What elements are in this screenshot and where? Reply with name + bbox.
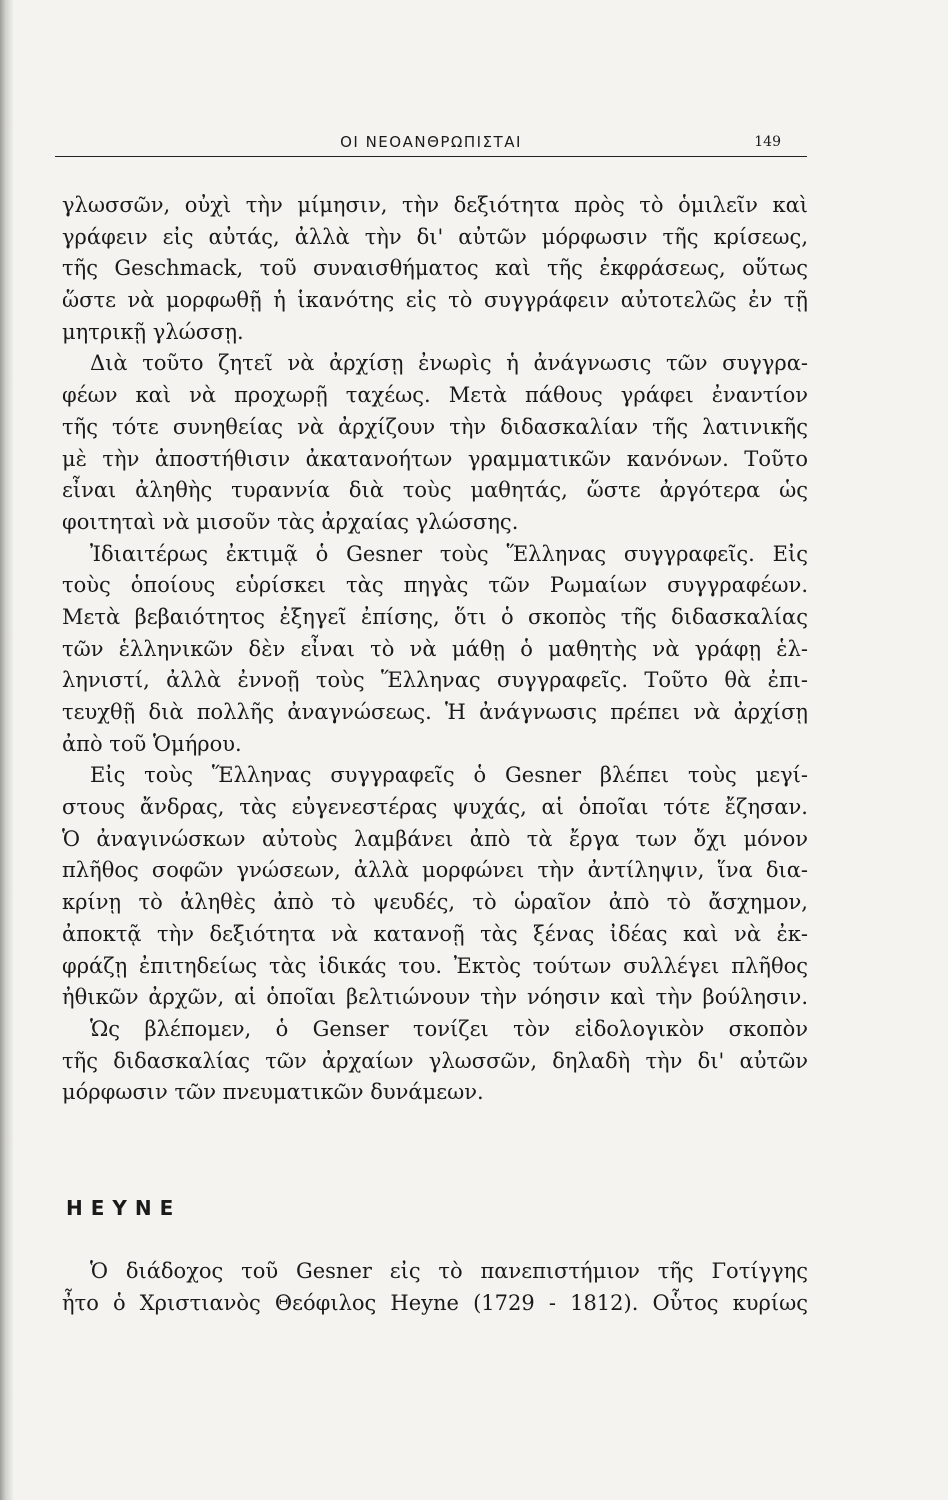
text-line: ἀπὸ τοῦ Ὁμήρου.	[62, 731, 242, 756]
text-line: τευχθῇ διὰ πολλῆς ἀναγνώσεως. Ἡ ἀνάγνωσις πρέπει νὰ ἀρχίσῃ	[62, 700, 808, 724]
text-line: φράζῃ ἐπιτηδείως τὰς ἰδικάς του. Ἐκτὸς τούτων συλλέγει πλῆθος	[62, 953, 808, 978]
section-text	[62, 1256, 808, 1319]
text-line: Ὡς βλέπομεν, ὁ Genser τονίζει τὸν εἰδολογικὸν σκοπὸν	[90, 1016, 808, 1041]
text-line: πλῆθος σοφῶν γνώσεων, ἀλλὰ μορφώνει τὴν ἀντίληψιν, ἵνα δια-	[62, 858, 808, 883]
text-line: εἶναι ἀληθὴς τυραννία διὰ τοὺς μαθητάς, ὥστε ἀργότερα ὡς	[62, 478, 808, 503]
body-text	[62, 190, 808, 1109]
text-line: μὲ τὴν ἀποστήθισιν ἀκατανοήτων γραμματικῶν κανόνων. Τοῦτο	[62, 446, 808, 471]
text-line: φέων καὶ νὰ προχωρῇ ταχέως. Μετὰ πάθους γράφει ἐναντίον	[62, 383, 808, 408]
text-line: Μετὰ βεβαιότητος ἐξηγεῖ ἐπίσης, ὅτι ὁ σκοπὸς τῆς διδασκαλίας	[62, 604, 808, 629]
text-line: ἀποκτᾷ τὴν δεξιότητα νὰ κατανοῇ τὰς ξένας ἰδέας καὶ νὰ ἐκ-	[62, 921, 808, 946]
text-line: μητρικῇ γλώσσῃ.	[62, 319, 244, 344]
text-line: στους ἄνδρας, τὰς εὐγενεστέρας ψυχάς, αἱ ὁποῖαι τότε ἔζησαν.	[62, 795, 808, 820]
text-line: κρίνῃ τὸ ἀληθὲς ἀπὸ τὸ ψευδές, τὸ ὡραῖον ἀπὸ τὸ ἄσχημον,	[62, 890, 808, 915]
text-line: ὥστε νὰ μορφωθῇ ἡ ἱκανότης εἰς τὸ συγγράφειν αὐτοτελῶς ἐν τῇ	[62, 288, 808, 313]
page-edge-shadow	[0, 0, 14, 1500]
text-line: τῆς διδασκαλίας τῶν ἀρχαίων γλωσσῶν, δηλαδὴ τὴν δι' αὐτῶν	[62, 1048, 808, 1073]
page-number: 149	[754, 134, 781, 150]
text-line: ἦτο ὁ Χριστιανὸς Θεόφιλος Heyne (1729 - 1812). Οὗτος κυρίως	[62, 1290, 808, 1315]
text-line: Διὰ τοῦτο ζητεῖ νὰ ἀρχίσῃ ἐνωρὶς ἡ ἀνάγνωσις τῶν συγγρα-	[90, 351, 808, 376]
text-line: Ὁ ἀναγινώσκων αὐτοὺς λαμβάνει ἀπὸ τὰ ἔργα των ὄχι μόνον	[62, 826, 808, 851]
text-line: τῶν ἑλληνικῶν δὲν εἶναι τὸ νὰ μάθῃ ὁ μαθητὴς νὰ γράφῃ ἑλ-	[62, 636, 808, 661]
text-line: τῆς Geschmack, τοῦ συναισθήματος καὶ τῆς ἐκφράσεως, οὕτως	[62, 256, 808, 281]
text-line: Ὁ διάδοχος τοῦ Gesner εἰς τὸ πανεπιστήμιον τῆς Γοτίγγης	[90, 1259, 808, 1283]
text-line: φοιτηταὶ νὰ μισοῦν τὰς ἀρχαίας γλώσσης.	[62, 509, 519, 534]
text-line: γράφειν εἰς αὐτάς, ἀλλὰ τὴν δι' αὐτῶν μόρφωσιν τῆς κρίσεως,	[62, 224, 808, 249]
running-head	[55, 130, 807, 157]
text-line: Εἰς τοὺς Ἕλληνας συγγραφεῖς ὁ Gesner βλέπει τοὺς μεγί-	[90, 763, 808, 788]
text-line: τοὺς ὁποίους εὑρίσκει τὰς πηγὰς τῶν Ρωμαίων συγγραφέων.	[62, 573, 808, 598]
text-line: ἠθικῶν ἀρχῶν, αἱ ὁποῖαι βελτιώνουν τὴν νόησιν καὶ τὴν βούλησιν.	[62, 985, 808, 1010]
text-line: γλωσσῶν, οὐχὶ τὴν μίμησιν, τὴν δεξιότητα πρὸς τὸ ὁμιλεῖν καὶ	[62, 193, 808, 217]
text-line: Ἰδιαιτέρως ἐκτιμᾷ ὁ Gesner τοὺς Ἕλληνας συγγραφεῖς. Εἰς	[90, 541, 808, 566]
text-line: μόρφωσιν τῶν πνευματικῶν δυνάμεων.	[62, 1080, 484, 1105]
running-title: ΟΙ ΝΕΟΑΝΘΡΩΠΙΣΤΑΙ	[340, 133, 522, 151]
text-line: τῆς τότε συνηθείας νὰ ἀρχίζουν τὴν διδασκαλίαν τῆς λατινικῆς	[62, 414, 808, 439]
section-heading: HEYNE	[66, 1196, 182, 1220]
text-line: ληνιστί, ἀλλὰ ἐννοῇ τοὺς Ἕλληνας συγγραφεῖς. Τοῦτο θὰ ἐπι-	[62, 668, 808, 693]
